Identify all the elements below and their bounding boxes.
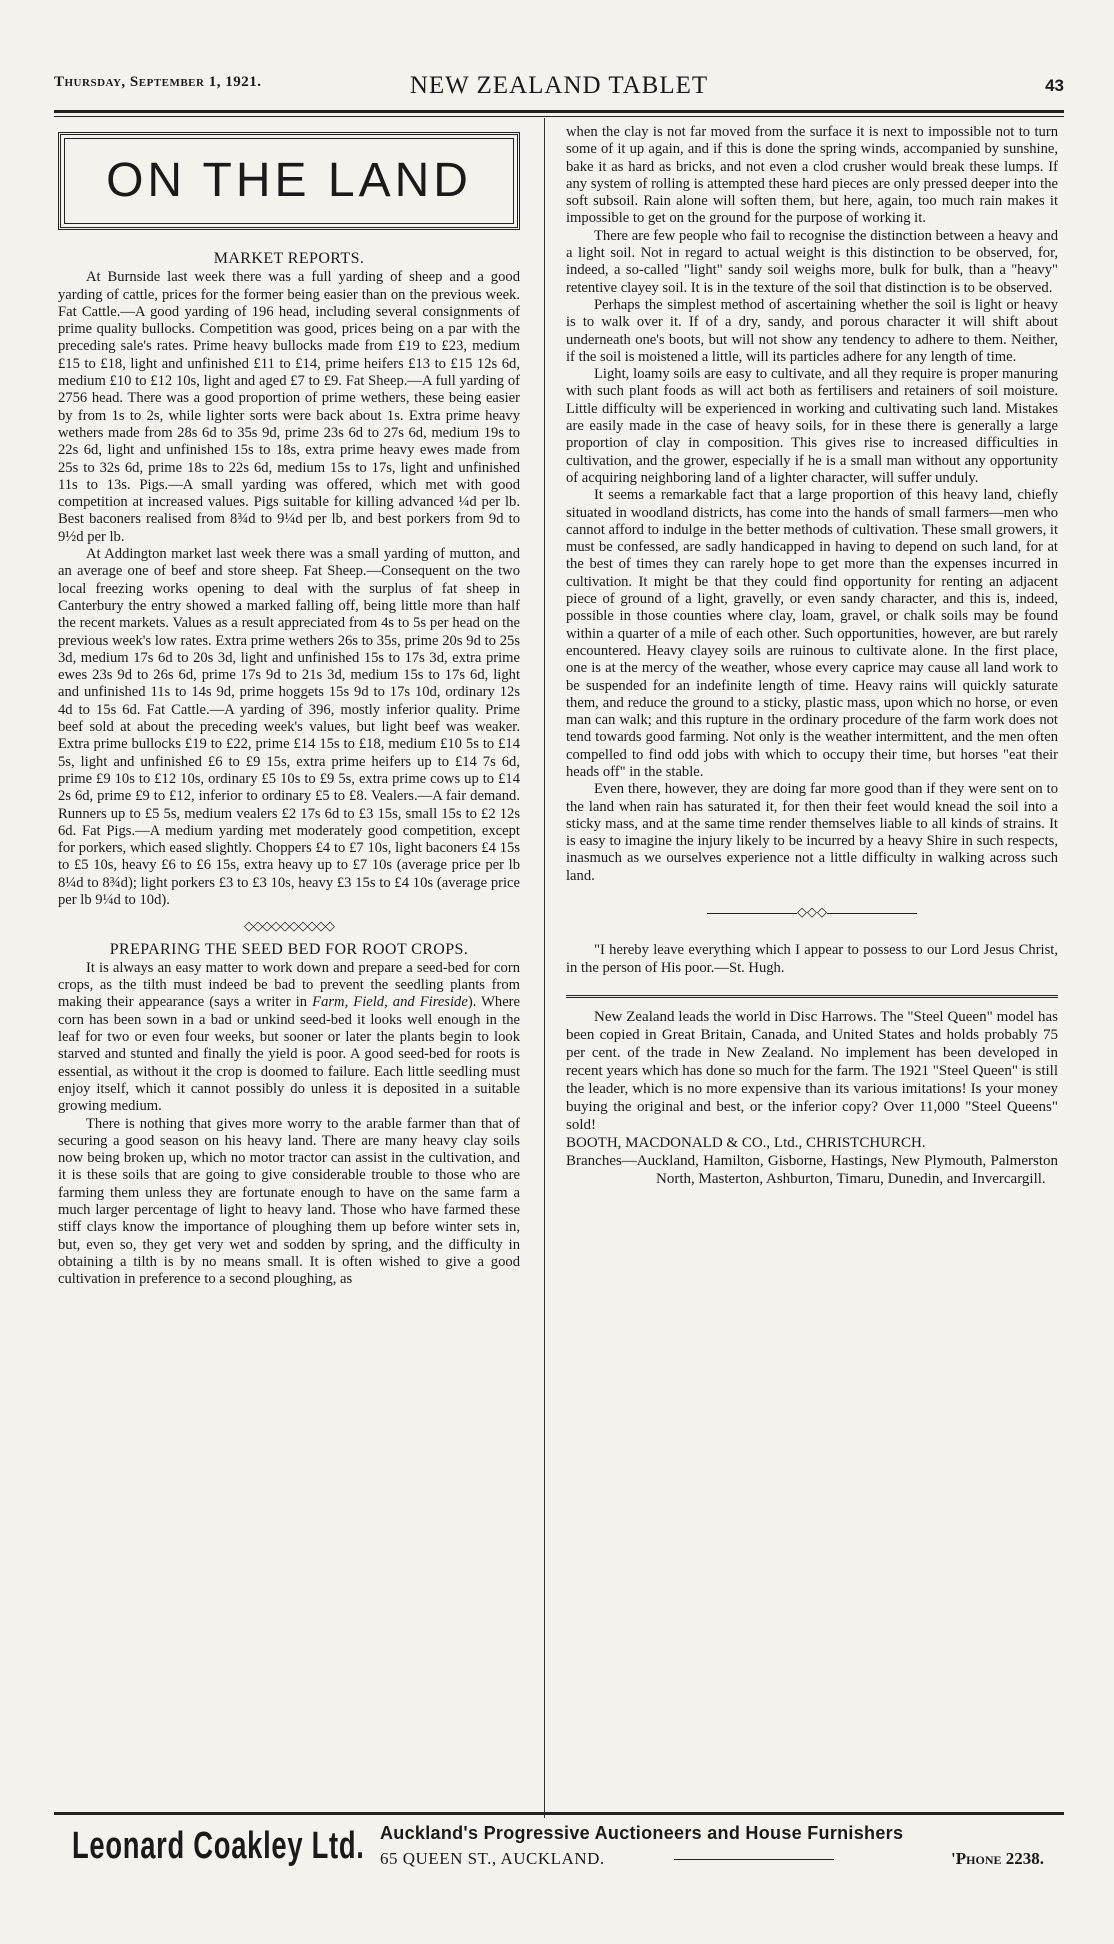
seedbed-paragraph: There are few people who fail to recognise the distinction between a heavy and a light soil. Not in regard to actual weight is this distinction to be observed, for, indeed, a so-called "light" sandy soil weighs more, bulk for bulk, than a "heavy" retentive clayey soil. It is in the texture of the soil that distinction is to be observed. [566, 227, 1058, 296]
ornament-divider: ◇◇◇◇◇◇◇◇◇◇ [244, 918, 334, 934]
advert-branches: Branches—Auckland, Hamilton, Gisborne, Hastings, New Plymouth, Palmerston North, Masterton, Ashburton, Timaru, Dunedin, and Invercargill. [566, 1152, 1058, 1187]
left-column [58, 124, 520, 1289]
section-title-box [58, 132, 520, 230]
divider [566, 903, 1058, 920]
footer-advert [54, 1812, 1064, 1879]
paper-name: NEW ZEALAND TABLET [409, 72, 709, 99]
advert-body: New Zealand leads the world in Disc Harrows. The "Steel Queen" model has been copied in Great Britain, Canada, and United States and holds probably 75 per cent. of the trade in New Zealand. No implement has been developed in recent years which has done so much for the farm. The 1921 "Steel Queen" is still the leader, which is no more expensive than its various imitations! Is your money buying the original and best, or the inferior copy? Over 11,000 "Steel Queens" sold! [566, 1008, 1058, 1133]
st-hugh-quote: "I hereby leave everything which I appear to possess to our Lord Jesus Christ, in the person of His poor.—St. Hugh. [566, 942, 1058, 976]
steel-queen-advert [566, 995, 1058, 1188]
column-separator [544, 118, 545, 1818]
seedbed-paragraph: Even there, however, they are doing far more good than if they were sent on to the land when rain has saturated it, for then their feet would knead the soil into a sticky mass, and at the same time render themselves liable to all kinds of strains. It is easy to imagine the injury likely to be incurred by a heavy Shire in such respects, inasmuch as we ourselves experience not a little difficulty in walking across such land. [566, 781, 1058, 884]
footer-leader-line [674, 1859, 834, 1860]
right-column [566, 124, 1058, 1188]
advert-firm: BOOTH, MACDONALD & CO., Ltd., CHRISTCHURCH. [566, 1134, 926, 1151]
quote-block [566, 942, 1058, 977]
seedbed-heading: PREPARING THE SEED BED FOR ROOT CROPS. [109, 940, 469, 958]
source-publication: Farm, Field, and Fireside [312, 994, 468, 1011]
page-header [54, 68, 1064, 104]
footer-phone: 'Phone 2238. [951, 1849, 1044, 1868]
market-reports-heading: MARKET REPORTS. [213, 250, 365, 267]
seedbed-paragraph: There is nothing that gives more worry to the arable farmer than that of securing a good season on his heavy land. There are many heavy clay soils now being broken up, which no motor tractor can assist in the cultivation, and it is these soils that are going to give considerable trouble to those who are farming them unless they are fortunate enough to have on the same farm a much larger percentage of light to heavy land. Those who have farmed these stiff clays know the importance of ploughing them up before winter sets in, but, even so, they get very wet and sodden by spring, and the difficulty in obtaining a tilth is by no means small. It is often wished to give a good cultivation in preference to a second ploughing, as [58, 1115, 520, 1288]
header-rule-thick [54, 110, 1064, 113]
addington-report: At Addington market last week there was a small yarding of mutton, and an average one of beef and store sheep. Fat Sheep.—Consequent on the two local freezing works opening to deal with the surplus of fat sheep in Canterbury the entry showed a marked falling off, being little more than half the recent markets. Values as a result appreciated from 4s to 5s per head on the previous week's low rates. Extra prime wethers 26s to 35s, prime 20s 9d to 25s 3d, medium 17s 6d to 20s 3d, light and unfinished 15s to 17s 3d, extra prime ewes 23s 9d to 26s 6d, prime 17s 9d to 21s 3d, medium 15s to 17s 6d, light and unfinished 11s to 14s 9d, prime hoggets 15s 9d to 17s 10d, ordinary 12s 4d to 15s 6d. Fat Cattle.—A yarding of 396, mostly inferior quality. Prime beef sold at about the preceding week's values, but light beef was weaker. Extra prime bullocks £19 to £22, prime £14 15s to £18, medium £10 5s to £14 5s, light and unfinished £6 to £9 15s, extra prime heifers up to £14 7s 6d, prime £9 10s to £12 10s, ordinary £5 10s to £9 5s, extra prime cows up to £14 2s 6d, prime £9 to £12, inferior to ordinary £5 to £8. Vealers.—A fair demand. Runners up to £5 5s, medium vealers £2 17s 6d to £3 15s, small 15s to £2 12s 6d. Fat Pigs.—A medium yarding met moderately good competition, except for porkers, which eased slightly. Choppers £4 to £7 10s, light baconers £4 15s to £5 10s, heavy £6 to £6 15s, extra heavy up to £7 10s (average price per lb 8¼d to 8¾d); light porkers £3 to £3 10s, heavy £3 15s to £4 10s (average price per lb 9¼d to 10d). [58, 546, 520, 908]
burnside-report: At Burnside last week there was a full yarding of sheep and a good yarding of cattle, prices for the former being easier than on the previous week. Fat Cattle.—A good yarding of 196 head, including several consignments of prime quality bullocks. Competition was good, prices being on a par with the preceding sale's rates. Prime heavy bullocks made from £19 to £23, medium £15 to £18, light and unfinished £11 to £14, prime heifers £13 to £15 12s 6d, medium £10 to £12 10s, light and aged £7 to £9. Fat Sheep.—A full yarding of 2756 head. There was a good proportion of prime wethers, these being easier by from 1s to 2s, while lighter sorts were back about 1s. Extra prime heavy wethers made from 28s 6d to 35s 9d, prime 23s 6d to 27s 6d, medium 19s to 22s 6d, light and unfinished 15s to 18s, extra prime heavy ewes made from 25s to 32s 6d, prime 18s to 22s 6d, medium 15s to 17s, light and unfinished 11s to 13s. Pigs.—A small yarding was offered, which met with good competition at increased values. Pigs suitable for killing advanced ¼d per lb. Best baconers realised from 8¾d to 9¼d per lb, and best porkers from 9d to 9½d per lb. [58, 269, 520, 545]
seedbed-paragraph: Perhaps the simplest method of ascertaining whether the soil is light or heavy is to walk over it. If of a dry, sandy, and porous character it will shift about underneath one's boots, but will not show any tendency to adhere to them. Neither, if the soil is moistened a little, will its particles adhere for any length of time. [566, 296, 1058, 365]
seedbed-paragraph: Light, loamy soils are easy to cultivate, and all they require is proper manuring with such plant foods as will act both as fertilisers and retainers of soil moisture. Little difficulty will be experienced in working and cultivating such land. Mistakes are easily made in the case of heavy soils, for in these there is generally a large proportion of clay in composition. This gives rise to increased difficulties in cultivation, and the grower, especially if he is a small man without any opportunity of acquiring neighboring land of a lighter character, will suffer unduly. [566, 366, 1058, 486]
seedbed-paragraph [58, 960, 520, 1116]
footer-address: 65 QUEEN ST., AUCKLAND. [380, 1849, 605, 1868]
seedbed-paragraph: when the clay is not far moved from the surface it is next to impossible not to turn some of it up again, and if this is done the spring winds, accompanied by sunshine, bake it as hard as bricks, and not even a clod crusher would break these lumps. If any system of rolling is attempted these hard pieces are only pressed deeper into the soft subsoil. Rain alone will soften them, but here, again, too much rain makes it impossible to get on the ground for the purpose of working it. [566, 124, 1058, 227]
seedbed-text-a: It is always an easy matter to work down and prepare a seed-bed for corn crops, as the tilth must indeed be bad to prevent the seedling plants from making their appearance (says a writer in [58, 959, 520, 1011]
footer-tagline: Auckland's Progressive Auctioneers and House Furnishers [380, 1823, 904, 1843]
divider-ornament: ◇◇◇ [797, 904, 827, 920]
seedbed-text-b: ). Where corn has been sown in a bad or unkind seed-bed it looks well enough in the leaf for two or even four weeks, but sooner or later the plants begin to look starved and stunted and finally the yield is poor. A good seed-bed for roots is essential, as without it the crop is doomed to failure. Each little seedling must enjoy itself, which it cannot possibly do unless it is deposited in a suitable growing medium. [58, 994, 521, 1115]
seedbed-paragraph: It seems a remarkable fact that a large proportion of this heavy land, chiefly situated in woodland districts, has come into the hands of small farmers—men who cannot afford to indulge in the better methods of cultivation. These small growers, it must be confessed, are sadly handicapped in having to depend on such land, for at the best of times they can rarely hope to get more than the expenses incurred in cultivation. It might be that they could find opportunity for renting an adjacent piece of ground of a light, gravelly, or even sandy character, and this is, indeed, possible in those counties where clay, loam, gravel, or chalk soils may be found within a quarter of a mile of each other. Such opportunities, however, are but rarely encountered. Heavy clayey soils are ruinous to cultivate alone. In the first place, one is at the mercy of the weather, whose every caprice may cause all land work to be suspended for an indefinite length of time. Heavy rains will quickly saturate them, and reduce the ground to a sticky, plastic mass, upon which no horse, or even man can walk; and this rupture in the ordinary procedure of the farm work does not tend towards good farming. Not only is the weather intermittent, and the men often compelled to find odd jobs with which to occupy their time, but horses "eat their heads off" in the stable. [566, 487, 1058, 780]
page-number: 43 [1045, 76, 1064, 95]
footer-firm-name: Leonard Coakley Ltd. [72, 1825, 365, 1867]
header-rule-thin [54, 116, 1064, 117]
issue-date: Thursday, September 1, 1921. [54, 74, 262, 90]
section-title: ON THE LAND [64, 138, 514, 224]
